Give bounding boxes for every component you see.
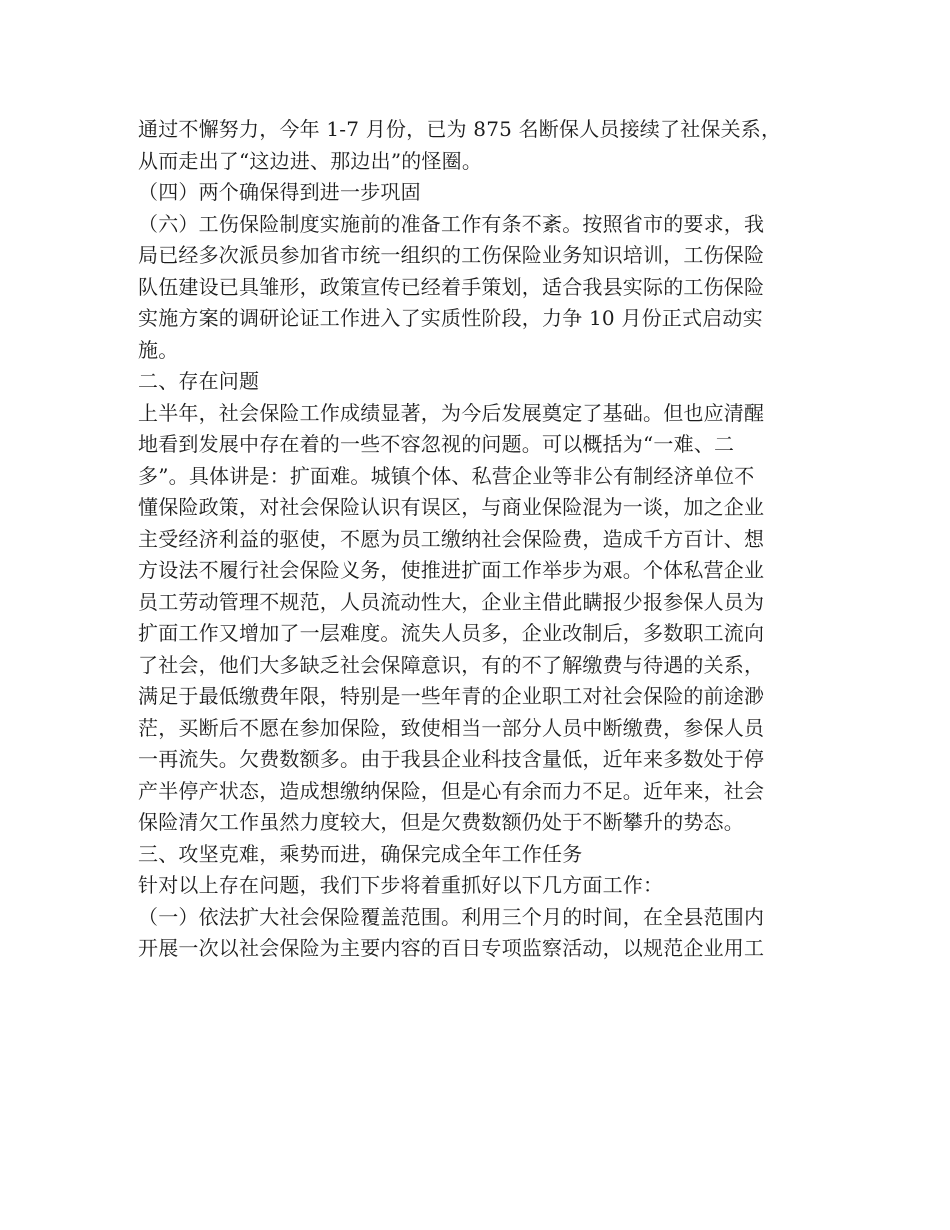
section-heading: 三、攻坚克难，乘势而进，确保完成全年工作任务: [138, 841, 583, 866]
text-line: 一再流失。欠费数额多。由于我县企业科技含量低，近年来多数处于停: [138, 747, 765, 771]
text-line: （一）依法扩大社会保险覆盖范围。利用三个月的时间，在全县范围内: [138, 904, 765, 929]
text-line: 茫，买断后不愿在参加保险，致使相当一部分人员中断缴费，参保人员: [138, 715, 765, 740]
text-line: 产半停产状态，造成想缴纳保险，但是心有余而力不足。近年来，社会: [138, 778, 765, 803]
text-line: 多”。具体讲是：扩面难。城镇个体、私营企业等非公有制经济单位不: [138, 463, 755, 488]
text-line: 扩面工作又增加了一层难度。流失人员多，企业改制后，多数职工流向: [138, 621, 765, 645]
text-line: 满足于最低缴费年限，特别是一些年青的企业职工对社会保险的前途渺: [138, 684, 765, 708]
text-line: 保险清欠工作虽然力度较大，但是欠费数额仍处于不断攀升的势态。: [138, 810, 744, 834]
text-line: 员工劳动管理不规范，人员流动性大，企业主借此瞒报少报参保人员为: [138, 589, 765, 614]
text-line: （六）工伤保险制度实施前的准备工作有条不紊。按照省市的要求，我: [138, 211, 765, 236]
section-heading: （四）两个确保得到进一步巩固: [138, 180, 421, 204]
text-line: 队伍建设已具雏形，政策宣传已经着手策划，适合我县实际的工伤保险: [138, 274, 765, 299]
text-line: 针对以上存在问题，我们下步将着重抓好以下几方面工作：: [138, 873, 664, 897]
text-line: 方设法不履行社会保险义务，使推进扩面工作举步为艰。个体私营企业: [138, 558, 765, 582]
section-heading: 二、存在问题: [138, 369, 260, 393]
text-line: 施。: [138, 337, 179, 362]
text-line: 懂保险政策，对社会保险认识有误区，与商业保险混为一谈，加之企业: [138, 495, 765, 519]
text-line: 上半年，社会保险工作成绩显著，为今后发展奠定了基础。但也应清醒: [138, 400, 765, 425]
text-line: 地看到发展中存在着的一些不容忽视的问题。可以概括为“一难、二: [138, 432, 735, 456]
text-line: 局已经多次派员参加省市统一组织的工伤保险业务知识培训，工伤保险: [138, 243, 765, 267]
document-body: [138, 114, 818, 965]
text-line: 开展一次以社会保险为主要内容的百日专项监察活动，以规范企业用工: [138, 936, 765, 960]
text-line: 了社会，他们大多缺乏社会保障意识，有的不了解缴费与待遇的关系，: [138, 652, 765, 677]
text-line: 通过不懈努力，今年 1-7 月份，已为 875 名断保人员接续了社保关系，: [138, 117, 782, 141]
text-line: 主受经济利益的驱使，不愿为员工缴纳社会保险费，造成千方百计、想: [138, 526, 765, 551]
text-line: 实施方案的调研论证工作进入了实质性阶段，力争 10 月份正式启动实: [138, 306, 763, 330]
text-line: 从而走出了“这边进、那边出”的怪圈。: [138, 148, 483, 173]
